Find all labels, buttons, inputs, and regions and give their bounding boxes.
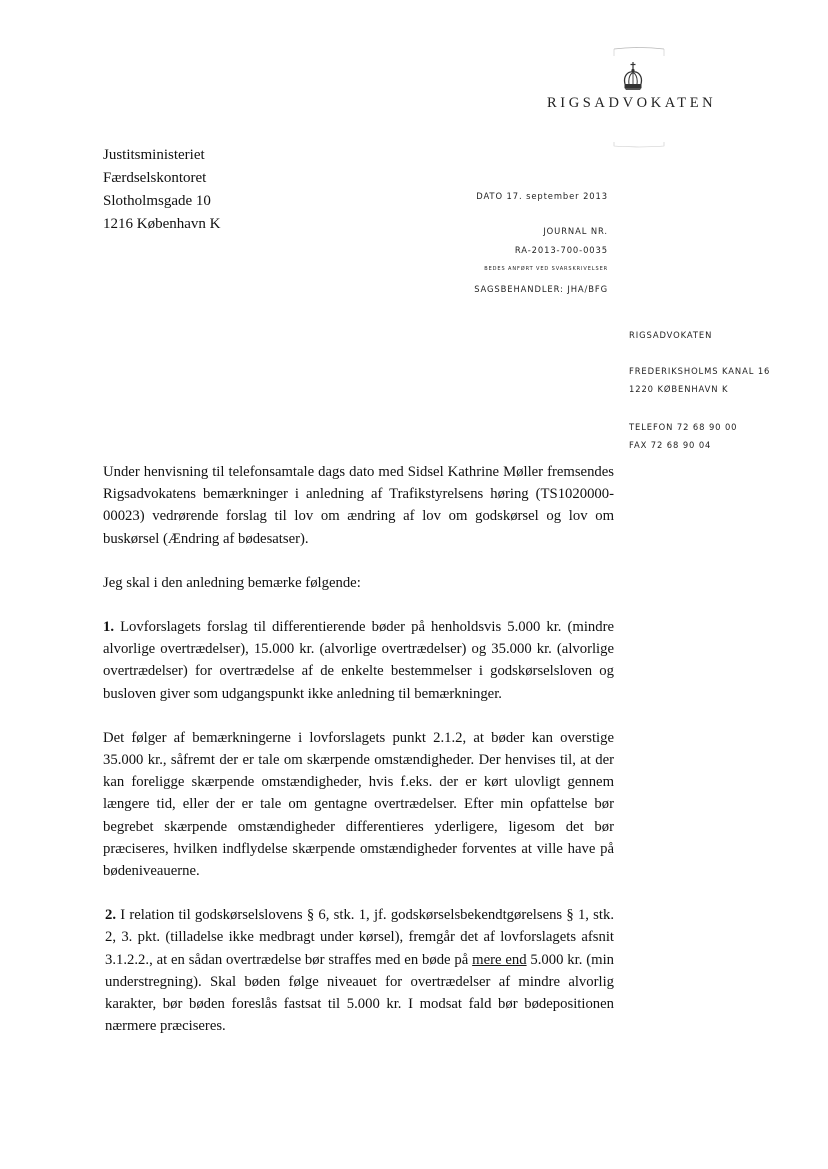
paragraph-text: 5.000 kr. (min understregning). Skal bøden følge niveauet for overtrædelser af mindre alvorlig karakter, bør bøden foreslås fastsat til 5.000 kr. I modsat fald bør bødepositionen nærmere præciseres. <box>105 951 614 1035</box>
recipient-line: Justitsministeriet <box>103 147 205 163</box>
underlined-text: mere end <box>472 951 527 968</box>
sender-address-line: 1220 KØBENHAVN K <box>629 384 729 394</box>
body-paragraph: Jeg skal i den anledning bemærke følgende: <box>103 574 361 591</box>
recipient-line: Slotholmsgade 10 <box>103 193 211 209</box>
recipient-line: 1216 København K <box>103 216 221 232</box>
journal-note: BEDES ANFØRT VED SVARSKRIVELSER <box>484 266 608 272</box>
paragraph-text: Lovforslagets forslag til differentierende bøder på henholdsvis 5.000 kr. (mindre alvorlige overtrædelser), 15.000 kr. (alvorlige overtrædelser) og 35.000 kr. (alvorlige overtrædelser) for overtrædelse af de enkelte bestemmelser i godskørselsloven og busloven giver som udgangspunkt ikke anledning til bemærkninger. <box>103 619 614 702</box>
journal-label: JOURNAL NR. <box>543 226 608 236</box>
letterhead-org-name: RIGSADVOKATEN <box>547 95 717 111</box>
case-handler: SAGSBEHANDLER: JHA/BFG <box>474 284 608 294</box>
sender-phone: TELEFON 72 68 90 00 <box>629 422 738 432</box>
paragraph-number: 2. <box>105 907 117 924</box>
sender-address-line: FREDERIKSHOLMS KANAL 16 <box>629 366 771 376</box>
sender-fax: FAX 72 68 90 04 <box>629 440 712 450</box>
recipient-line: Færdselskontoret <box>103 170 207 186</box>
body-paragraph <box>103 904 614 1037</box>
letter-body <box>103 461 614 1037</box>
body-paragraph: Det følger af bemærkningerne i lovforslagets punkt 2.1.2, at bøder kan overstige 35.000 kr., såfremt der er tale om skærpende omstændigheder. Der henvises til, at der kan foreligge skærpende omstændigheder, hvis f.eks. der er kørt ulovligt gennem længere tid, eller der er tale om gentagne overtrædelser. Efter min opfattelse bør begrebet skærpende omstændigheder differentieres yderligere, ligesom det bør præciseres, hvilken indflydelse skærpende omstændigheder forventes at ville have på bødeniveauerne. <box>103 729 614 880</box>
sender-name: RIGSADVOKATEN <box>629 330 713 340</box>
journal-number: RA-2013-700-0035 <box>514 245 608 255</box>
recipient-address <box>103 144 220 236</box>
letter-date: DATO 17. september 2013 <box>476 191 608 201</box>
body-paragraph <box>103 616 614 705</box>
body-paragraph: Under henvisning til telefonsamtale dags dato med Sidsel Kathrine Møller fremsendes Rigsadvokatens bemærkninger i anledning af Trafikstyrelsens høring (TS1020000-00023) vedrørende forslag til lov om ændring af lov om godskørsel og lov om buskørsel (Ændring af bødesatser). <box>103 464 614 547</box>
paragraph-number: 1. <box>103 619 115 636</box>
paragraph-text: I relation til godskørselslovens § 6, stk. 1, jf. godskørselsbekendtgørelsens § 1, stk. 2, 3. pkt. (tilladelse ikke medbragt under kørsel), fremgår det af lovforslagets afsnit 3.1.2.2., at en sådan overtrædelse bør straffes med en bøde på <box>105 907 614 968</box>
